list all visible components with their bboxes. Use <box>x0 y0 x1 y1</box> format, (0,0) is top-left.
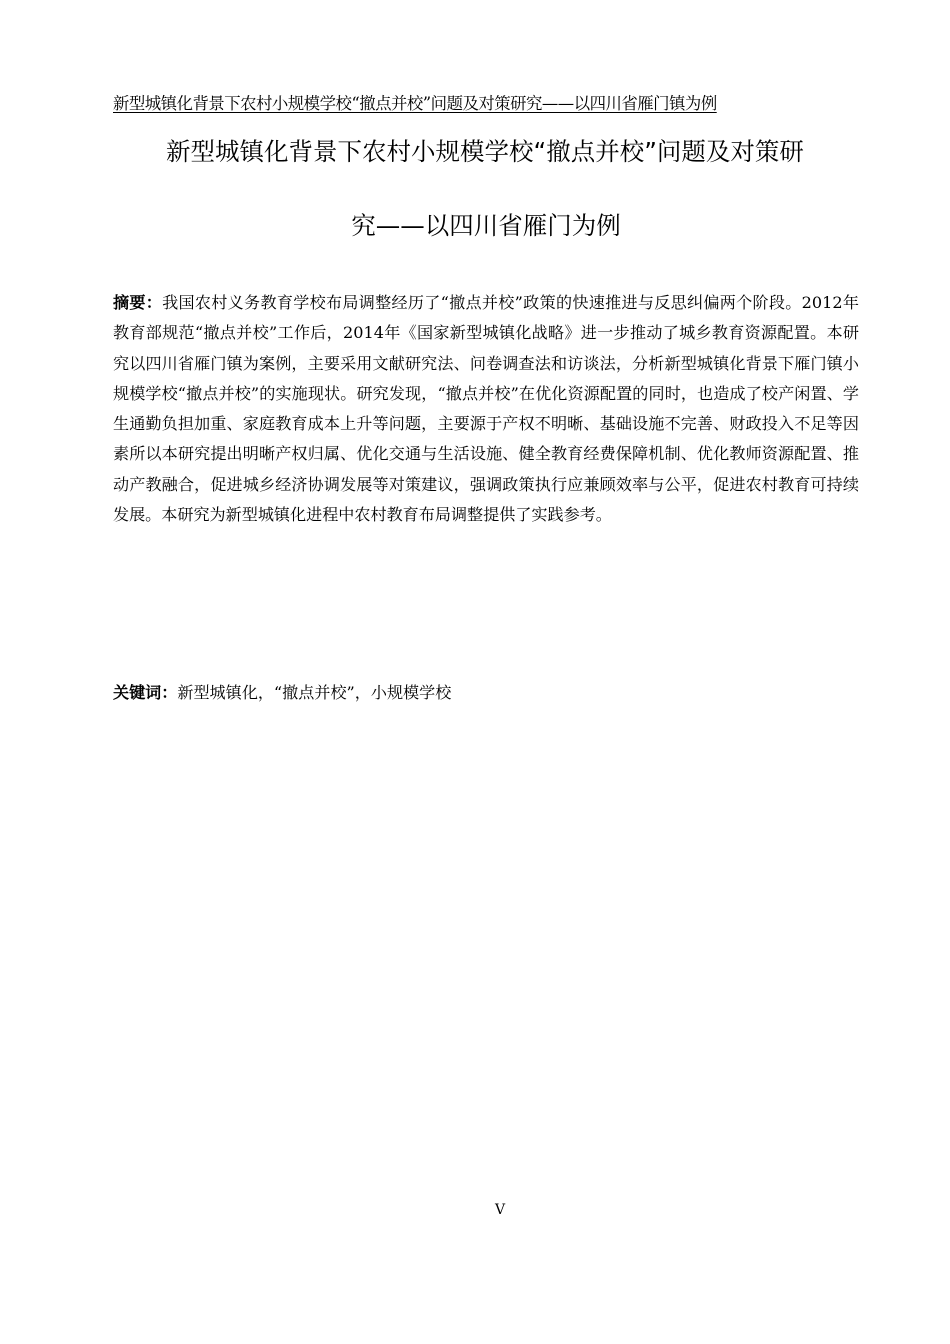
keywords-line <box>113 678 859 708</box>
page-number: V <box>494 1202 506 1218</box>
document-title-line-1: 新型城镇化背景下农村小规模学校“撤点并校”问题及对策研 <box>166 137 804 166</box>
document-title-line-2: 究——以四川省雁门为例 <box>351 211 621 240</box>
keywords-label: 关键词： <box>113 683 178 702</box>
abstract-paragraph <box>113 288 859 530</box>
running-header: 新型城镇化背景下农村小规模学校“撤点并校”问题及对策研究——以四川省雁门镇为例 <box>113 94 717 113</box>
abstract-label: 摘要： <box>113 293 163 312</box>
abstract-text: 我国农村义务教育学校布局调整经历了“撤点并校”政策的快速推进与反思纠偏两个阶段。2012年教育部规范“撤点并校”工作后，2014年《国家新型城镇化战略》进一步推动了城乡教育资源配置。本研究以四川省雁门镇为案例，主要采用文献研究法、问卷调查法和访谈法，分析新型城镇化背景下雁门镇小规模学校“撤点并校”的实施现状。研究发现，“撤点并校”在优化资源配置的同时，也造成了校产闲置、学生通勤负担加重、家庭教育成本上升等问题，主要源于产权不明晰、基础设施不完善、财政投入不足等因素所以本研究提出明晰产权归属、优化交通与生活设施、健全教育经费保障机制、优化教师资源配置、推动产教融合，促进城乡经济协调发展等对策建议，强调政策执行应兼顾效率与公平，促进农村教育可持续发展。本研究为新型城镇化进程中农村教育布局调整提供了实践参考。 <box>113 293 860 525</box>
keywords-text: 新型城镇化，“撤点并校”，小规模学校 <box>177 683 452 702</box>
